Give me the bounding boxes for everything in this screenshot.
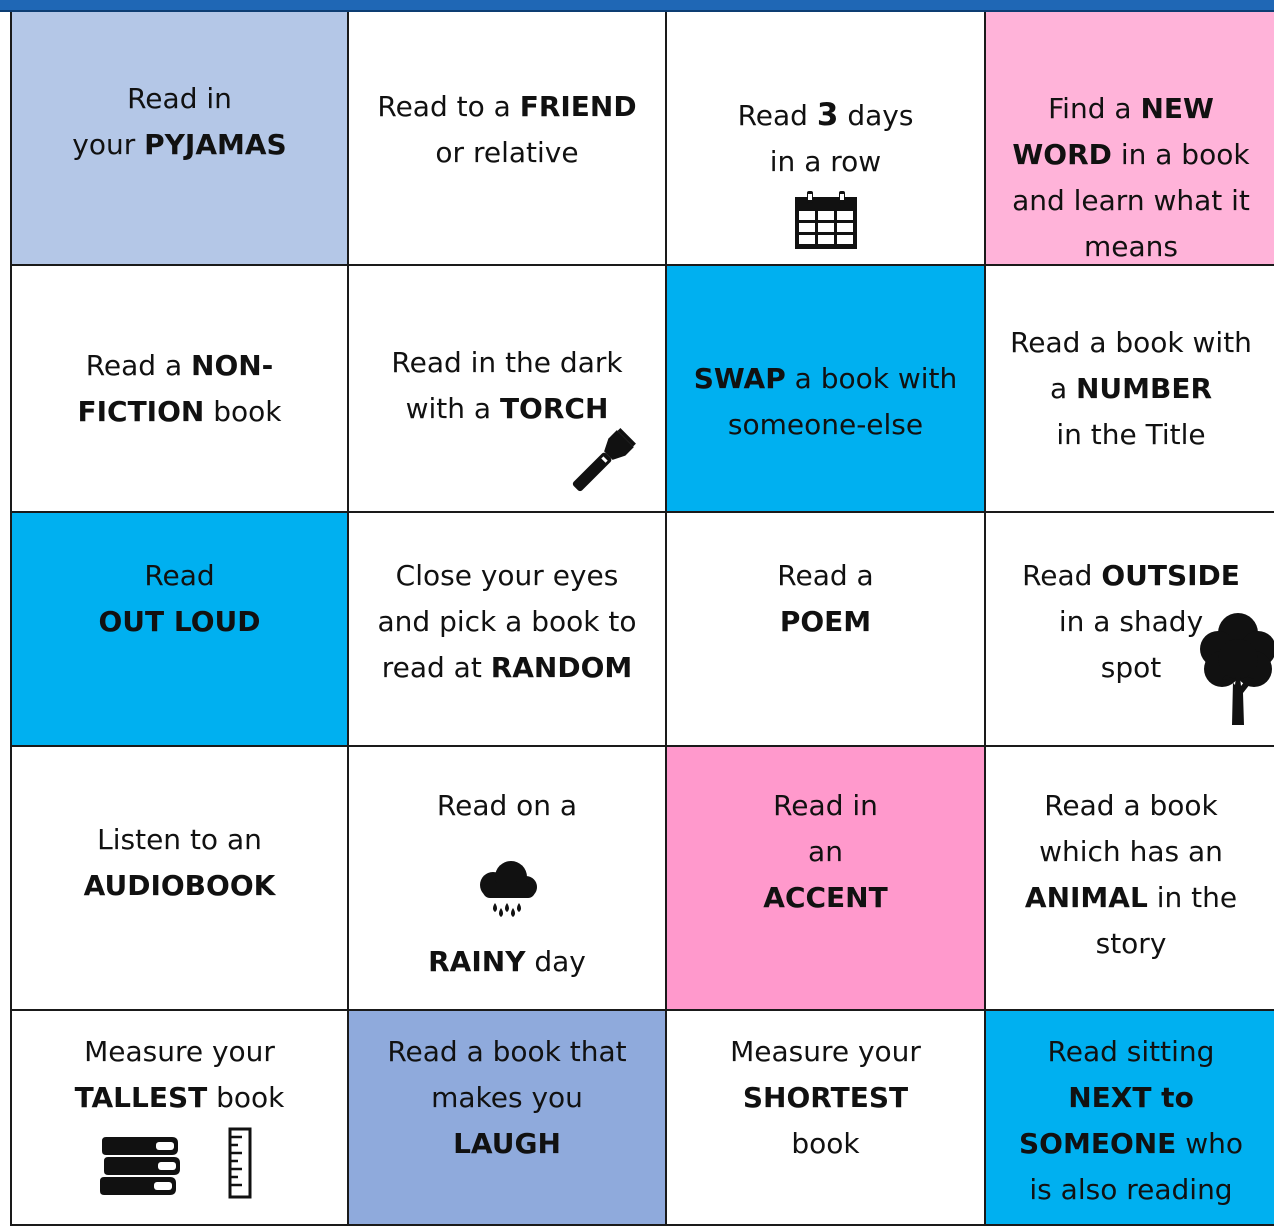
cell-number[interactable]	[986, 266, 1274, 513]
cell-text: Read a	[85, 348, 192, 382]
ruler-icon	[228, 1127, 252, 1199]
cell-non-fiction[interactable]	[12, 266, 349, 513]
cell-text: your	[72, 128, 145, 161]
cell-new-word[interactable]	[986, 12, 1274, 266]
cell-text: Read	[1022, 559, 1102, 592]
cell-text: story	[1095, 927, 1167, 960]
cell-keyword: NEXT to	[1068, 1081, 1194, 1114]
cell-keyword: 3	[816, 97, 839, 133]
cell-accent[interactable]	[667, 747, 986, 1011]
cell-keyword: RAINY	[428, 945, 526, 978]
rain-cloud-icon	[471, 861, 543, 919]
cell-text: Read to a	[377, 90, 520, 123]
header-bar	[0, 0, 1274, 12]
cell-audiobook[interactable]	[12, 747, 349, 1011]
books-stack-icon	[98, 1133, 184, 1199]
cell-text: and learn what it	[1012, 184, 1250, 217]
cell-swap[interactable]	[667, 266, 986, 513]
calendar-icon	[793, 189, 859, 251]
cell-keyword: WORD	[1012, 138, 1112, 171]
cell-text: Close your eyes	[395, 559, 619, 592]
cell-text: spot	[1100, 651, 1162, 684]
cell-keyword: TALLEST	[74, 1081, 208, 1114]
cell-text: or relative	[435, 136, 579, 169]
cell-keyword: SWAP	[693, 362, 786, 395]
cell-poem[interactable]	[667, 513, 986, 747]
cell-keyword: NON-	[191, 348, 274, 382]
cell-keyword: ANIMAL	[1024, 881, 1148, 914]
cell-laugh[interactable]	[349, 1011, 667, 1226]
cell-text: and pick a book to	[377, 605, 637, 638]
cell-text: someone-else	[727, 408, 924, 441]
cell-text: read at	[381, 651, 491, 684]
cell-tallest[interactable]	[12, 1011, 349, 1226]
cell-keyword: PYJAMAS	[144, 128, 287, 161]
cell-text: an	[808, 835, 843, 868]
cell-out-loud[interactable]	[12, 513, 349, 747]
cell-text: in a row	[769, 145, 882, 178]
cell-shortest[interactable]	[667, 1011, 986, 1226]
cell-outside[interactable]	[986, 513, 1274, 747]
cell-keyword: LAUGH	[453, 1127, 561, 1160]
cell-text: Read in	[773, 789, 878, 822]
cell-text: Read on a	[436, 789, 578, 822]
cell-keyword: OUTSIDE	[1101, 559, 1240, 592]
cell-text: which has an	[1039, 835, 1223, 868]
cell-text: Measure your	[730, 1035, 921, 1068]
cell-pyjamas[interactable]	[12, 12, 349, 266]
cell-keyword: AUDIOBOOK	[83, 869, 276, 902]
cell-text: Find a	[1048, 92, 1141, 125]
cell-3-days[interactable]	[667, 12, 986, 266]
cell-text: in the	[1147, 881, 1238, 914]
cell-text: a book with	[785, 362, 958, 395]
flashlight-icon	[563, 423, 641, 501]
cell-keyword: ACCENT	[763, 881, 888, 914]
cell-text: who	[1176, 1127, 1243, 1160]
cell-keyword: POEM	[779, 605, 872, 638]
cell-text: day	[525, 945, 586, 978]
tree-icon	[1196, 611, 1274, 727]
cell-text: a	[1049, 371, 1076, 405]
cell-text: in the Title	[1056, 417, 1206, 451]
cell-text: Read a	[777, 559, 874, 592]
cell-text: book	[791, 1127, 860, 1160]
cell-text: days	[838, 99, 914, 132]
cell-text: Read in the dark	[391, 346, 623, 379]
cell-animal[interactable]	[986, 747, 1274, 1011]
cell-torch[interactable]	[349, 266, 667, 513]
cell-text: Read	[737, 99, 817, 132]
cell-text: in a book	[1111, 138, 1250, 171]
cell-keyword: OUT LOUD	[98, 605, 261, 638]
cell-text: is also reading	[1029, 1173, 1233, 1206]
cell-keyword: SHORTEST	[742, 1081, 909, 1114]
cell-text: Read sitting	[1047, 1035, 1215, 1068]
cell-keyword: FRIEND	[519, 90, 637, 123]
cell-keyword: NUMBER	[1076, 371, 1213, 405]
cell-keyword: TORCH	[499, 392, 609, 425]
cell-text: in a shady	[1058, 605, 1204, 638]
cell-text: with a	[405, 392, 500, 425]
cell-text: Listen to an	[97, 823, 262, 856]
cell-random[interactable]	[349, 513, 667, 747]
cell-friend[interactable]	[349, 12, 667, 266]
cell-text: Read a book with	[1010, 325, 1252, 359]
cell-text: book	[207, 1081, 285, 1114]
cell-keyword: RANDOM	[490, 651, 633, 684]
cell-keyword: NEW	[1140, 92, 1214, 125]
cell-text: makes you	[431, 1081, 583, 1114]
cell-text: Read in	[127, 82, 232, 115]
cell-text: Read	[144, 559, 215, 592]
cell-keyword: SOMEONE	[1018, 1127, 1177, 1160]
cell-text: Measure your	[84, 1035, 275, 1068]
cell-text: means	[1084, 230, 1178, 263]
cell-rainy[interactable]	[349, 747, 667, 1011]
cell-next-to-someone[interactable]	[986, 1011, 1274, 1226]
reading-challenge-grid	[10, 12, 1274, 1226]
cell-text: book	[204, 394, 282, 428]
cell-text: Read a book that	[387, 1035, 627, 1068]
cell-keyword: FICTION	[77, 394, 205, 428]
cell-text: Read a book	[1044, 789, 1218, 822]
